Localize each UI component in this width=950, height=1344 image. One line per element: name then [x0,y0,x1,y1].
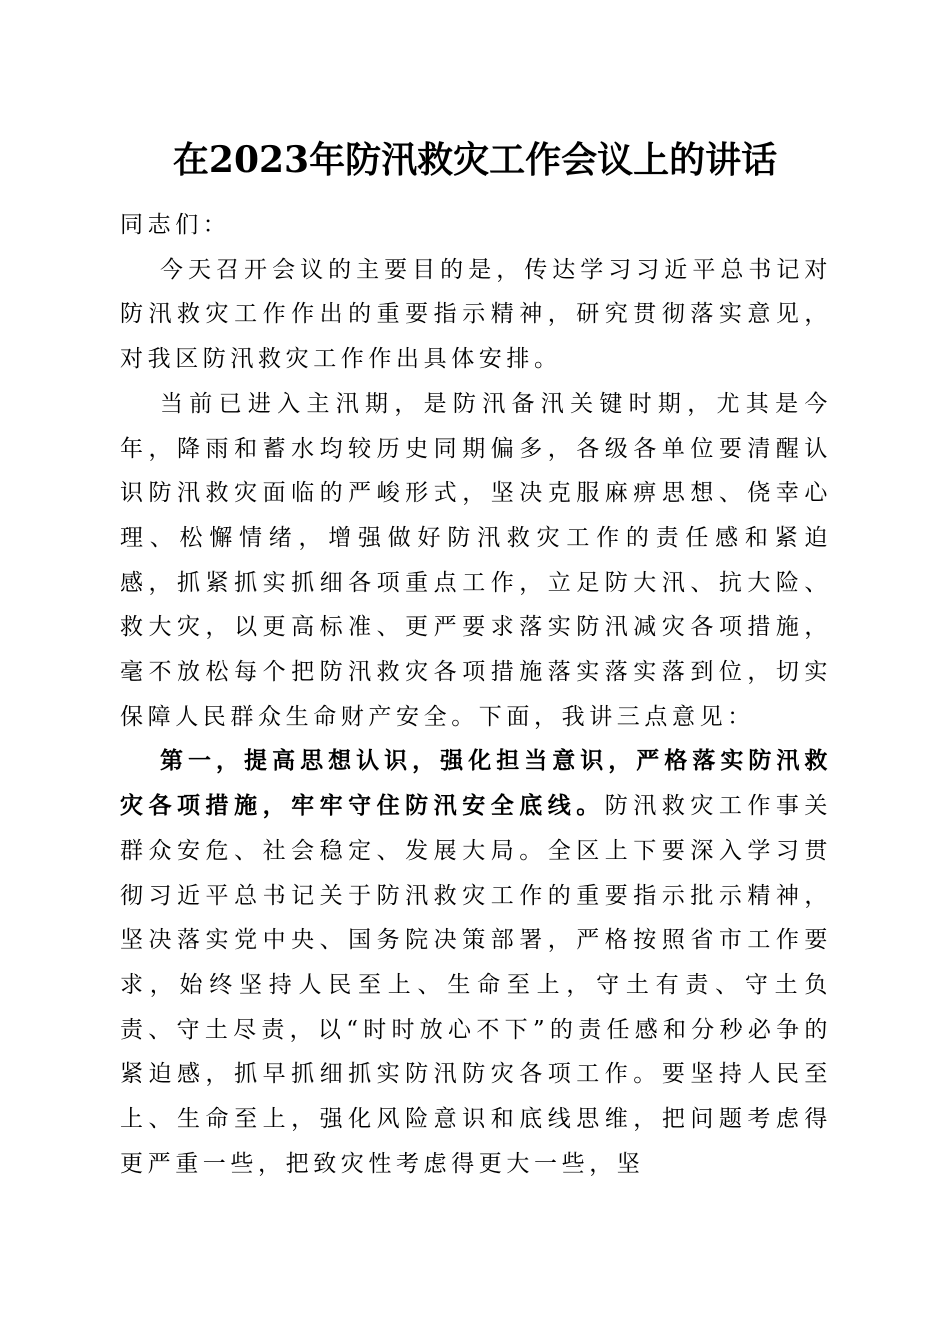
paragraph-point-one [120,739,832,1186]
document-title: 在2023年防汛救灾工作会议上的讲话 [172,139,778,181]
paragraph-intro: 今天召开会议的主要目的是，传达学习习近平总书记对防汛救灾工作作出的重要指示精神，研究贯彻落实意见，对我区防汛救灾工作作出具体安排。 [120,256,832,373]
point-one-heading: 第一，提高思想认识，强化担当意识，严格落实防汛救灾各项措施，牢牢守住防汛安全底线。 [120,747,832,820]
document-body [120,203,832,1186]
paragraph-situation: 当前已进入主汛期，是防汛备汛关键时期，尤其是今年，降雨和蓄水均较历史同期偏多，各级各单位要清醒认识防汛救灾面临的严峻形式，坚决克服麻痹思想、侥幸心理、松懈情绪，增强做好防汛救灾工作的责任感和紧迫感，抓紧抓实抓细各项重点工作，立足防大汛、抗大险、救大灾，以更高标准、更严要求落实防汛减灾各项措施，毫不放松每个把防汛救灾各项措施落实落实落到位，切实保障人民群众生命财产安全。下面，我讲三点意见： [120,390,832,730]
point-one-body: 防汛救灾工作事关群众安危、社会稳定、发展大局。全区上下要深入学习贯彻习近平总书记关于防汛救灾工作的重要指示批示精神，坚决落实党中央、国务院决策部署，严格按照省市工作要求，始终坚持人民至上、生命至上，守土有责、守土负责、守土尽责，以“时时放心不下”的责任感和分秒必争的紧迫感，抓早抓细抓实防汛防灾各项工作。要坚持人民至上、生命至上，强化风险意识和底线思维，把问题考虑得更严重一些，把致灾性考虑得更大一些，坚 [120,793,832,1177]
salutation: 同志们： [120,212,231,238]
